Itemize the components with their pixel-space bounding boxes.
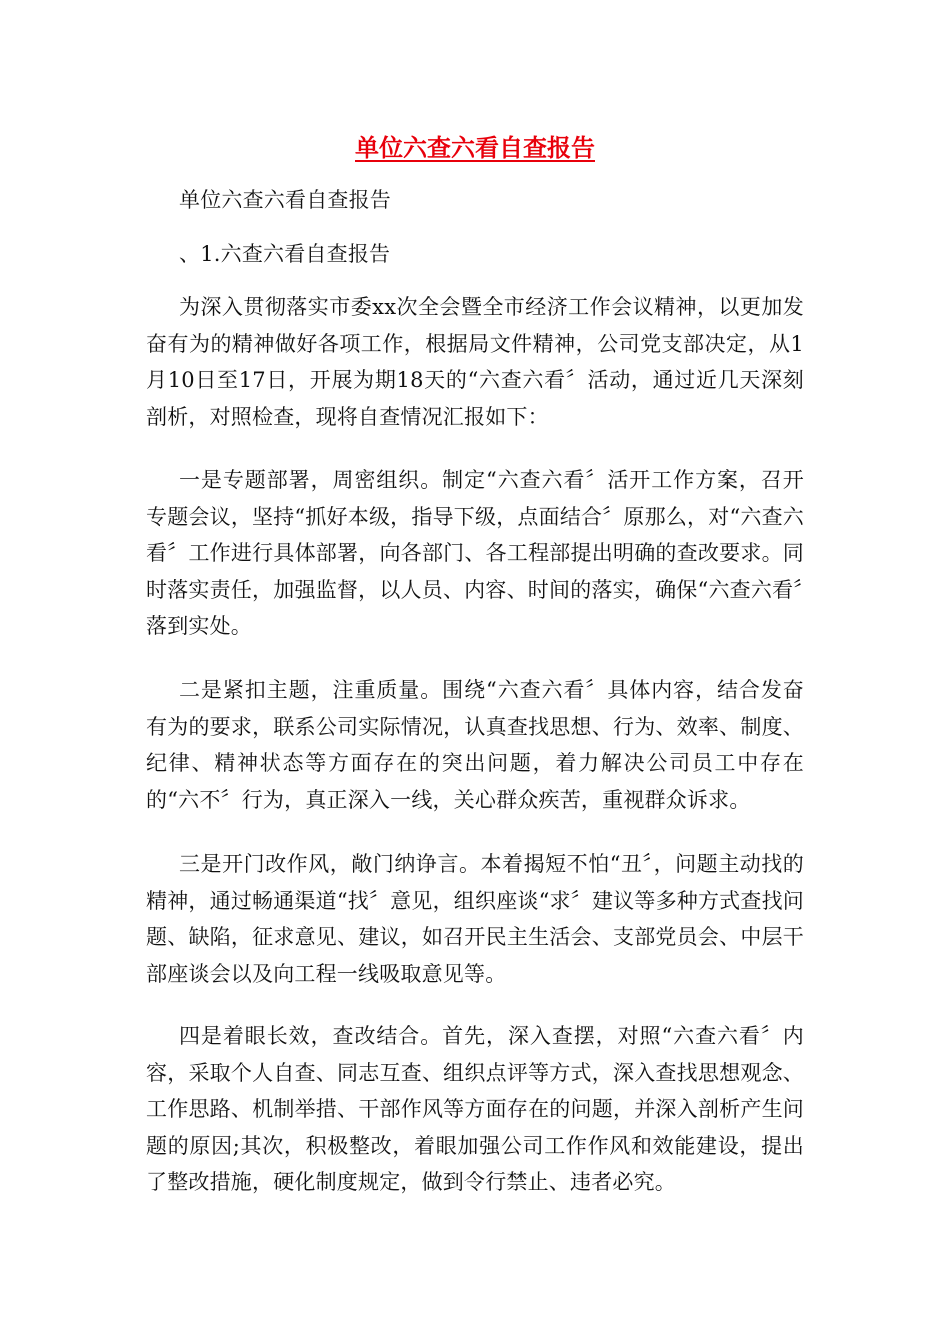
paragraph-intro: 为深入贯彻落实市委xx次全会暨全市经济工作会议精神，以更加发奋有为的精神做好各项工作，根据局文件精神，公司党支部决定，从1月10日至17日，开展为期18天的“六查六看〞活动，通过近几天深刻剖析，对照检查，现将自查情况汇报如下： [146, 295, 804, 429]
document-title-text: 单位六查六看自查报告 [355, 134, 595, 162]
document-title [0, 130, 950, 166]
paragraph-three: 三是开门改作风，敞门纳诤言。本着揭短不怕“丑〞，问题主动找的精神，通过畅通渠道“找〞意见，组织座谈“求〞建议等多种方式查找问题、缺陷，征求意见、建议，如召开民主生活会、支部党员会、中层干部座谈会以及向工程一线吸取意见等。 [146, 852, 804, 986]
paragraph-two: 二是紧扣主题，注重质量。围绕“六查六看〞具体内容，结合发奋有为的要求，联系公司实际情况，认真查找思想、行为、效率、制度、纪律、精神状态等方面存在的突出问题，着力解决公司员工中存在的“六不〞行为，真正深入一线，关心群众疾苦，重视群众诉求。 [146, 678, 804, 812]
section-heading: 、1.六查六看自查报告 [179, 242, 391, 266]
document-subtitle: 单位六查六看自查报告 [179, 188, 391, 212]
paragraph-one: 一是专题部署，周密组织。制定“六查六看〞活开工作方案，召开专题会议，坚持“抓好本级，指导下级，点面结合〞原那么，对“六查六看〞工作进行具体部署，向各部门、各工程部提出明确的查改要求。同时落实责任，加强监督，以人员、内容、时间的落实，确保“六查六看〞落到实处。 [146, 468, 804, 638]
paragraph-four: 四是着眼长效，查改结合。首先，深入查摆，对照“六查六看〞内容，采取个人自查、同志互查、组织点评等方式，深入查找思想观念、工作思路、机制举措、干部作风等方面存在的问题，并深入剖析产生问题的原因;其次，积极整改，着眼加强公司工作作风和效能建设，提出了整改措施，硬化制度规定，做到令行禁止、违者必究。 [146, 1024, 804, 1194]
